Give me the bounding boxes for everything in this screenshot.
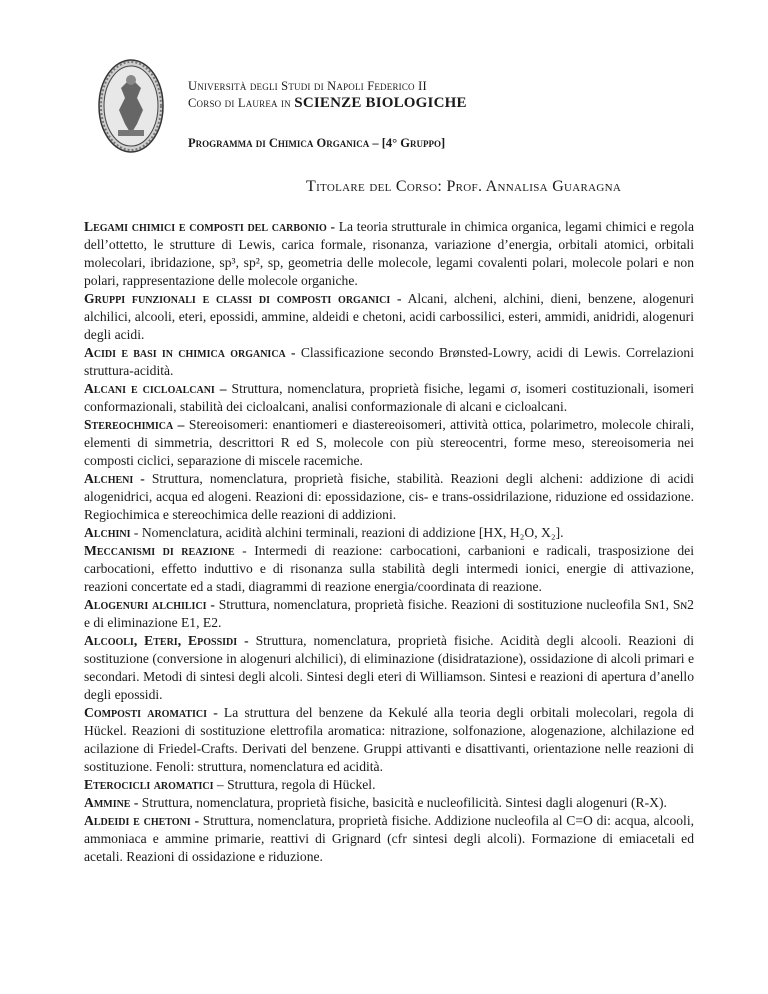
course-name: SCIENZE BIOLOGICHE: [294, 95, 467, 111]
section-text: La struttura del benzene da Kekulé alla teoria degli orbitali molecolari, regola di Hückel. Reazioni di sostituzione elettrofila aromatica: nitrazione, solfonazione, alogenazione, alchilazione ed acilazione di Friedel-Crafts. Derivati del benzene. Gruppi attivanti e disattivanti, orientazione nelle reazioni di sostituzione. Fenoli: struttura, nomenclatura ed acidità.: [84, 705, 694, 774]
section-paragraph: [84, 542, 694, 596]
university-name: Università degli Studi di Napoli Federico II: [188, 79, 427, 93]
section-heading: Aldeidi e chetoni -: [84, 813, 199, 828]
section-paragraph: [84, 416, 694, 470]
course-line: [188, 95, 467, 112]
course-prefix: Corso di Laurea in: [188, 96, 291, 110]
section-paragraph: [84, 380, 694, 416]
university-seal-logo: [98, 58, 164, 154]
section-paragraph: [84, 290, 694, 344]
section-text: Alcani, alcheni, alchini, dieni, benzene, alogenuri alchilici, alcooli, eteri, epossidi, ammine, aldeidi e chetoni, acidi carbossilici, esteri, ammidi, anidridi, alogenuri degli acidi.: [84, 291, 694, 342]
section-text: Struttura, nomenclatura, proprietà fisiche, legami σ, isomeri costituzionali, isomeri conformazionali, stabilità dei cicloalcani, analisi conformazionale di alcani e cicloalcani.: [84, 381, 694, 414]
section-heading: Composti aromatici -: [84, 705, 218, 720]
section-text: La teoria strutturale in chimica organica, legami chimici e regola dell’ottetto, le strutture di Lewis, carica formale, risonanza, variazione d’energia, orbitali atomici, orbitali molecolari, ibridazione, sp³, sp², sp, geometria delle molecole, legami covalenti polari, molecole polari e non polari, rappresentazione delle molecole organiche.: [84, 219, 694, 288]
section-heading: Alcani e cicloalcani –: [84, 381, 227, 396]
program-content: [84, 218, 694, 866]
section-paragraph: [84, 218, 694, 290]
section-paragraph: [84, 776, 694, 794]
section-heading: Ammine -: [84, 795, 139, 810]
section-text: Struttura, nomenclatura, proprietà fisiche, stabilità. Reazioni degli alcheni: addizione di acidi alogenidrici, acqua ed alogeni. Reazioni di: epossidazione, cis- e trans-ossidrilazione, riduzione ed ossidazione. Regiochimica e stereochimica delle reazioni di addizioni.: [84, 471, 694, 522]
section-text: Struttura, nomenclatura, proprietà fisiche. Addizione nucleofila al C=O di: acqua, alcooli, ammoniaca e ammine primarie, reattivi di Grignard (cfr sintesi degli alcoli). Formazione di emiacetali ed acetali. Reazioni di ossidazione e riduzione.: [84, 813, 694, 864]
section-paragraph: [84, 812, 694, 866]
section-text: Stereoisomeri: enantiomeri e diastereoisomeri, attività ottica, polarimetro, molecole chirali, elementi di simmetria, descrittori R ed S, molecole con più stereocentri, forme meso, stereoisomeria nei composti ciclici, separazione di miscele racemiche.: [84, 417, 695, 468]
section-paragraph: [84, 524, 694, 542]
section-text: – Struttura, regola di Hückel.: [213, 777, 376, 792]
section-paragraph: [84, 470, 694, 524]
section-text: - Nomenclatura, acidità alchini terminali, reazioni di addizione [HX, H₂O, X₂].: [130, 525, 564, 540]
section-heading: Alcooli, Eteri, Epossidi -: [84, 633, 249, 648]
university-header: [188, 78, 467, 112]
section-text: Struttura, nomenclatura, proprietà fisiche, basicità e nucleofilicità. Sintesi dagli alogenuri (R-X).: [138, 795, 667, 810]
section-paragraph: [84, 632, 694, 704]
section-text: Classificazione secondo Brønsted-Lowry, acidi di Lewis. Correlazioni struttura-acidità.: [84, 345, 694, 378]
section-text: Struttura, nomenclatura, proprietà fisiche. Acidità degli alcooli. Reazioni di sostituzione (conversione in alogenuri alchilici), di eliminazione (disidratazione), ossidazione di alcoli primari e secondari. Metodi di sintesi degli alcoli. Sintesi degli eteri di Williamson. Sintesi e reazioni di apertura d’anello degli epossidi.: [84, 633, 694, 702]
section-paragraph: [84, 344, 694, 380]
section-heading: Eterocicli aromatici: [84, 777, 214, 792]
section-text: - Intermedi di reazione: carbocationi, carbanioni e radicali, trasposizione dei carbocationi, effetto induttivo e di risonanza sulla stabilità degli intermedi ionici, energie di attivazione, reazioni concertate ed a stadi, diagrammi di reazione energia/coordinata di reazione.: [84, 543, 694, 594]
section-heading: Gruppi funzionali e classi di composti organici -: [84, 291, 402, 306]
section-heading: Legami chimici e composti del carbonio -: [84, 219, 335, 234]
section-heading: Alcheni -: [84, 471, 145, 486]
section-heading: Acidi e basi in chimica organica -: [84, 345, 296, 360]
section-paragraph: [84, 794, 694, 812]
section-heading: Meccanismi di reazione: [84, 543, 235, 558]
section-paragraph: [84, 704, 694, 776]
section-heading: Stereochimica –: [84, 417, 185, 432]
section-heading: Alogenuri alchilici -: [84, 597, 215, 612]
course-holder: Titolare del Corso: Prof. Annalisa Guaragna: [306, 178, 622, 195]
section-paragraph: [84, 596, 694, 632]
program-title: Programma di Chimica Organica – [4° Gruppo]: [188, 136, 446, 150]
section-text: Struttura, nomenclatura, proprietà fisiche. Reazioni di sostituzione nucleofila Sɴ1, Sɴ2 e di eliminazione E1, E2.: [84, 597, 694, 630]
section-heading: Alchini: [84, 525, 131, 540]
